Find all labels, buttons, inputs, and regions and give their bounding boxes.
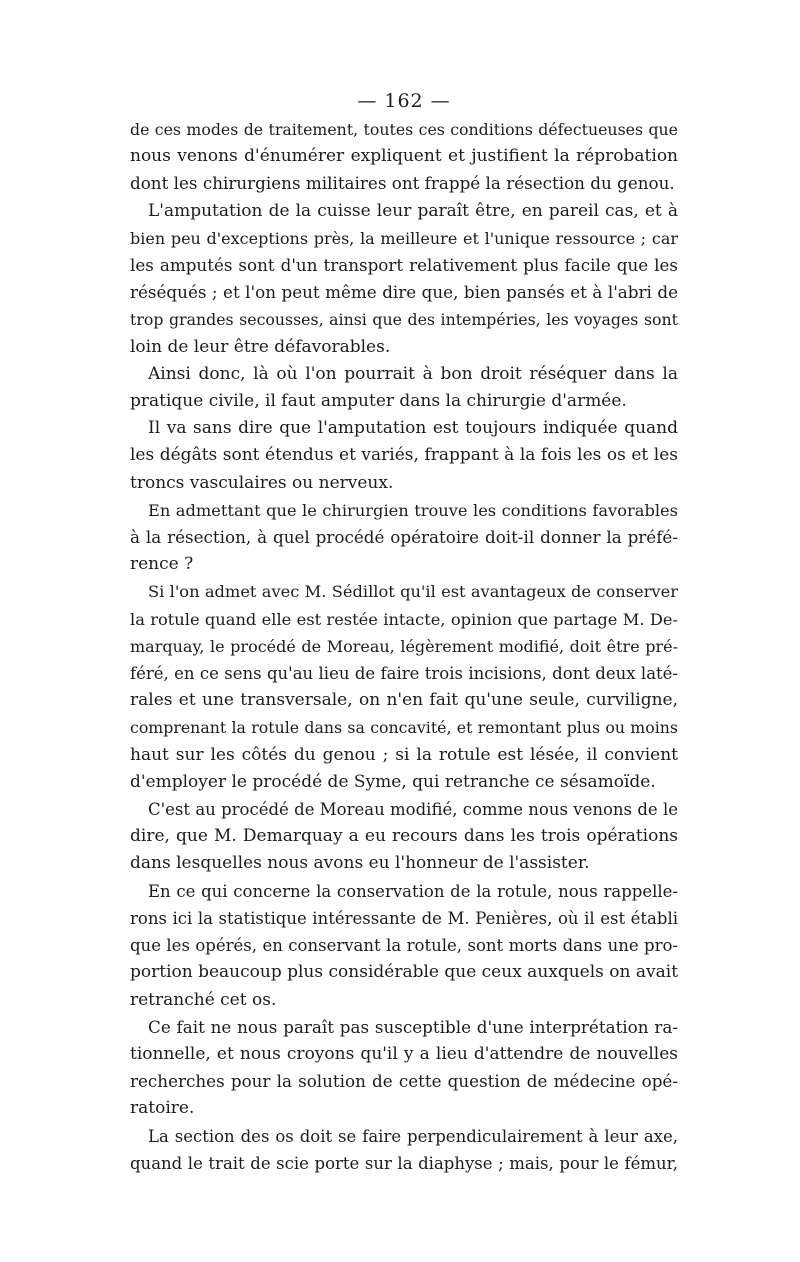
text-line: L'amputation de la cuisse leur paraît être, en pareil cas, et à (148, 200, 678, 221)
text-line: réséqués ; et l'on peut même dire que, bien pansés et à l'abri de (130, 282, 678, 303)
text-line: troncs vasculaires ou nerveux. (130, 472, 394, 493)
text-line: haut sur les côtés du genou ; si la rotule est lésée, il convient (130, 744, 678, 765)
text-line: Si l'on admet avec M. Sédillot qu'il est avantageux de conserver (148, 582, 678, 602)
text-line: tionnelle, et nous croyons qu'il y a lieu d'attendre de nouvelles (130, 1043, 678, 1064)
text-line: la rotule quand elle est restée intacte, opinion que partage M. De- (130, 609, 678, 629)
text-line: recherches pour la solution de cette question de médecine opé- (130, 1071, 678, 1092)
text-line: à la résection, à quel procédé opératoire doit-il donner la préfé- (130, 527, 678, 548)
text-line: les amputés sont d'un transport relativement plus facile que les (130, 255, 678, 276)
text-line: dire, que M. Demarquay a eu recours dans les trois opérations (130, 826, 678, 847)
text-line: quand le trait de scie porte sur la diaphyse ; mais, pour le fémur, (130, 1153, 678, 1173)
text-line: dont les chirurgiens militaires ont frappé la résection du genou. (130, 173, 675, 194)
text-line: féré, en ce sens qu'au lieu de faire trois incisions, dont deux laté- (130, 664, 678, 684)
text-line: portion beaucoup plus considérable que ceux auxquels on avait (130, 962, 678, 983)
text-line: Ainsi donc, là où l'on pourrait à bon droit réséquer dans la (148, 363, 678, 384)
text-line: ratoire. (130, 1098, 195, 1119)
text-line: La section des os doit se faire perpendiculairement à leur axe, (148, 1126, 678, 1146)
text-line: bien peu d'exceptions près, la meilleure et l'unique ressource ; car (130, 228, 678, 248)
text-line: rence ? (130, 554, 194, 575)
text-line: Ce fait ne nous paraît pas susceptible d'une interprétation ra- (148, 1016, 678, 1037)
text-line: retranché cet os. (130, 989, 277, 1010)
text-line: rons ici la statistique intéressante de M. Penières, où il est établi (130, 908, 678, 928)
body-text (130, 116, 678, 1177)
text-line: de ces modes de traitement, toutes ces conditions défectueuses que (130, 120, 678, 139)
text-line: loin de leur être défavorables. (130, 336, 391, 357)
text-line: que les opérés, en conservant la rotule, sont morts dans une pro- (130, 936, 678, 956)
text-line: comprenant la rotule dans sa concavité, et remontant plus ou moins (130, 718, 678, 738)
text-line: marquay, le procédé de Moreau, légèrement modifié, doit être pré- (130, 636, 678, 656)
text-line: nous venons d'énumérer expliquent et justifient la réprobation (130, 146, 678, 167)
text-line: les dégâts sont étendus et variés, frappant à la fois les os et les (130, 445, 678, 466)
text-line: Il va sans dire que l'amputation est toujours indiquée quand (148, 418, 678, 439)
text-line: pratique civile, il faut amputer dans la chirurgie d'armée. (130, 391, 627, 412)
text-line: rales et une transversale, on n'en fait qu'une seule, curviligne, (130, 690, 678, 711)
text-line: En admettant que le chirurgien trouve les conditions favorables (148, 500, 678, 520)
text-line: d'employer le procédé de Syme, qui retranche ce sésamoïde. (130, 771, 656, 792)
page-number: — 162 — (357, 90, 451, 112)
text-line: dans lesquelles nous avons eu l'honneur de l'assister. (130, 853, 590, 874)
book-page (130, 86, 678, 1177)
text-line: C'est au procédé de Moreau modifié, comme nous venons de le (148, 800, 678, 820)
text-line: En ce qui concerne la conservation de la rotule, nous rappelle- (148, 881, 678, 901)
text-line: trop grandes secousses, ainsi que des intempéries, les voyages sont (130, 310, 678, 330)
